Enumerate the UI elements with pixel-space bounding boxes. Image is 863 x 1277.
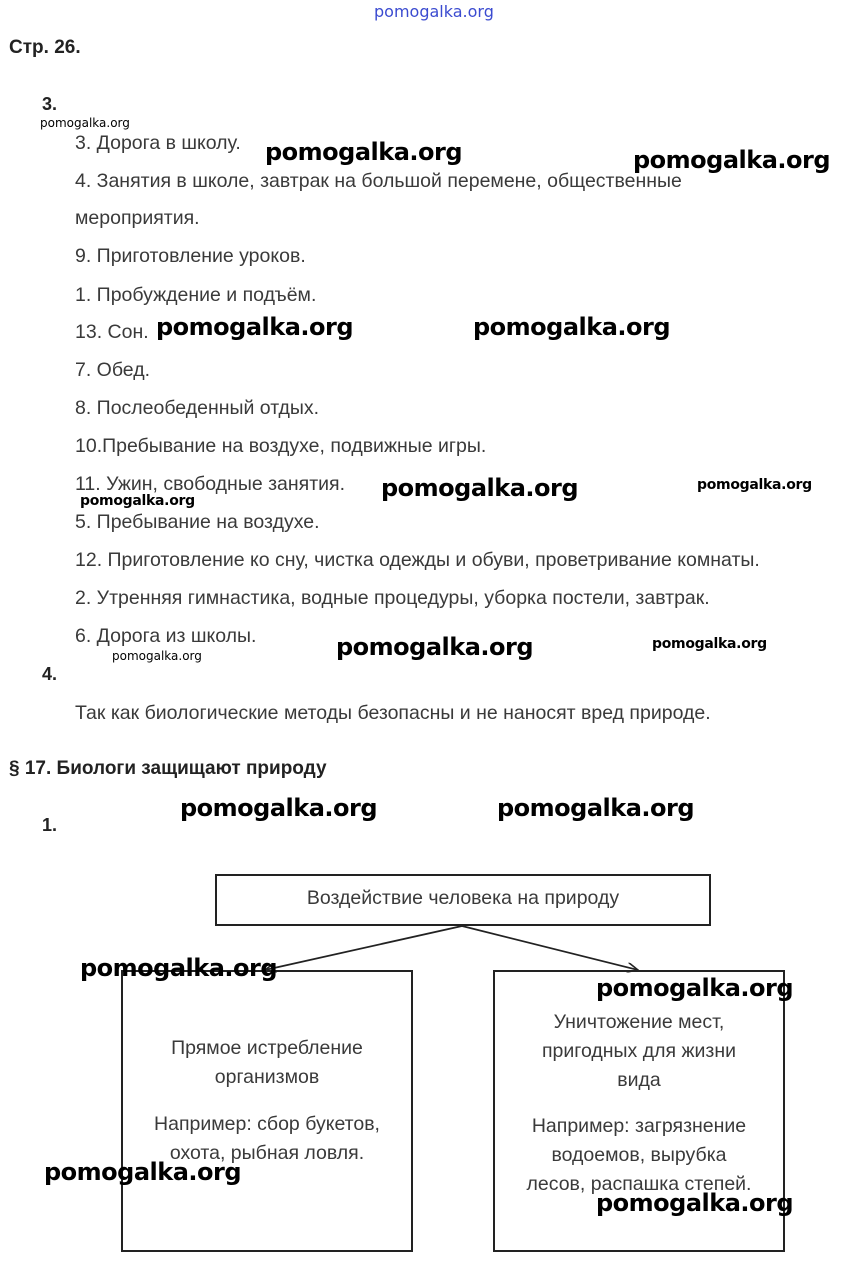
list-item: 2. Утренняя гимнастика, водные процедуры, уборка постели, завтрак. (75, 587, 710, 609)
right-example-line1: Например: загрязнение (531, 1115, 747, 1137)
diagram-left-box (121, 970, 413, 1252)
watermark[interactable]: pomogalka.org (697, 477, 812, 493)
right-box-example (495, 1112, 783, 1199)
watermark[interactable]: pomogalka.org (156, 313, 354, 341)
right-title-line1: Уничтожение мест, (553, 1011, 725, 1033)
arrow-to-right-box (462, 926, 638, 970)
list-item: 5. Пребывание на воздухе. (75, 511, 320, 533)
section-title: § 17. Биологи защищают природу (9, 758, 327, 779)
watermark[interactable]: pomogalka.org (596, 974, 794, 1002)
list-item: 7. Обед. (75, 359, 151, 381)
right-example-line2: водоемов, вырубка (551, 1144, 727, 1166)
list-item: 10.Пребывание на воздухе, подвижные игры. (75, 435, 487, 457)
right-box-title (495, 1008, 783, 1095)
right-title-line2: пригодных для жизни (541, 1040, 736, 1062)
list-item: 8. Послеобеденный отдых. (75, 397, 320, 419)
watermark[interactable]: pomogalka.org (180, 794, 378, 822)
watermark[interactable]: pomogalka.org (633, 146, 831, 174)
watermark[interactable]: pomogalka.org (265, 138, 463, 166)
list-item: 9. Приготовление уроков. (75, 245, 306, 267)
right-title-line3: вида (617, 1069, 661, 1091)
watermark[interactable]: pomogalka.org (336, 633, 534, 661)
list-item: 1. Пробуждение и подъём. (75, 284, 317, 306)
left-title-line1: Прямое истребление (171, 1037, 363, 1059)
left-example-line2: охота, рыбная ловля. (169, 1142, 365, 1164)
list-item: 12. Приготовление ко сну, чистка одежды и обуви, проветривание комнаты. (75, 549, 760, 571)
watermark[interactable]: pomogalka.org (80, 954, 278, 982)
watermark[interactable]: pomogalka.org (497, 794, 695, 822)
page-label: Стр. 26. (9, 37, 81, 58)
list-item: 6. Дорога из школы. (75, 625, 257, 647)
list-item: 4. Занятия в школе, завтрак на большой перемене, общественные (75, 170, 682, 192)
watermark[interactable]: pomogalka.org (44, 1158, 242, 1186)
watermark[interactable]: pomogalka.org (112, 649, 202, 663)
watermark[interactable]: pomogalka.org (473, 313, 671, 341)
watermark[interactable]: pomogalka.org (652, 636, 767, 652)
diagram-root-text: Воздействие человека на природу (306, 887, 620, 909)
left-box-title (123, 1034, 411, 1092)
list-item: 3. Дорога в школу. (75, 132, 241, 154)
task3-number: 3. (42, 94, 58, 114)
arrow-to-left-box (265, 926, 462, 970)
left-example-line1: Например: сбор букетов, (154, 1113, 380, 1135)
watermark[interactable]: pomogalka.org (381, 474, 579, 502)
watermark[interactable]: pomogalka.org (40, 116, 130, 130)
task4-answer: Так как биологические методы безопасны и не наносят вред природе. (75, 702, 711, 724)
list-item: мероприятия. (75, 207, 200, 229)
watermark-top[interactable]: pomogalka.org (374, 2, 494, 21)
left-title-line2: организмов (214, 1066, 320, 1088)
list-item: 11. Ужин, свободные занятия. (75, 473, 346, 495)
watermark[interactable]: pomogalka.org (596, 1189, 794, 1217)
list-item: 13. Сон. (75, 321, 149, 343)
right-example-line3: лесов, распашка степей. (526, 1173, 752, 1195)
task4-number: 4. (42, 664, 58, 684)
watermark[interactable]: pomogalka.org (80, 493, 195, 509)
task1-number: 1. (42, 815, 58, 835)
